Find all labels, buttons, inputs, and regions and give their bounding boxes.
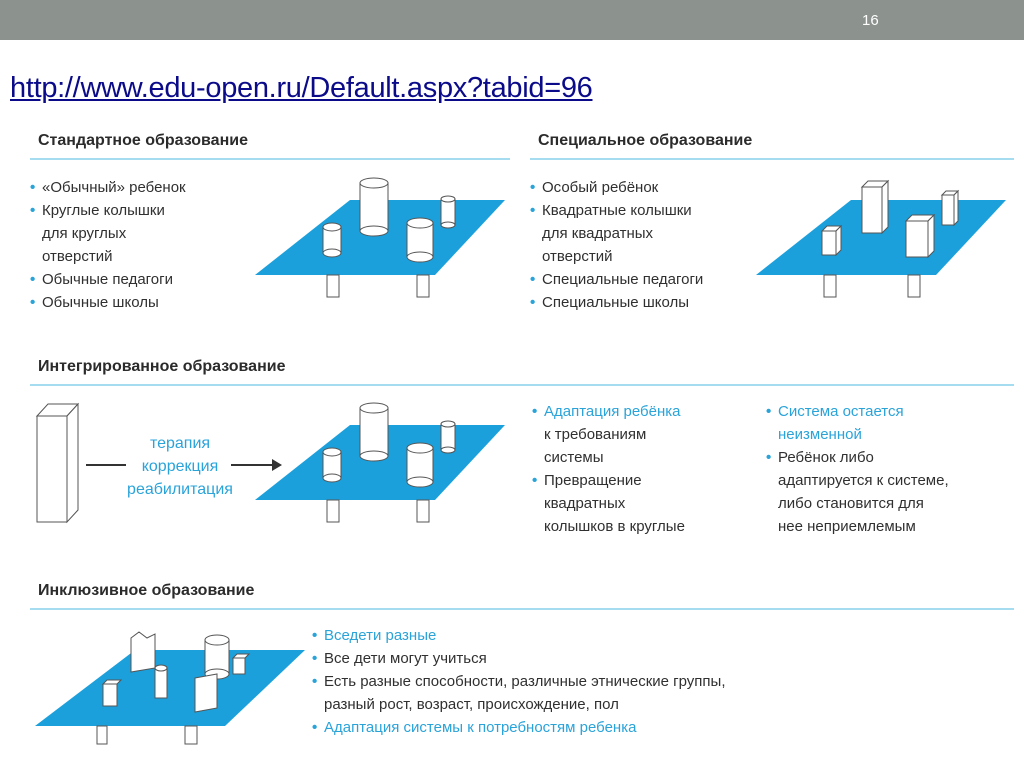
- standard-divider: [30, 158, 510, 160]
- inclusive-list: [312, 624, 832, 739]
- list-item: • Круглые колышки: [30, 199, 240, 222]
- list-item: • Адаптация системы к потребностям ребенка: [312, 716, 832, 739]
- list-item: для квадратных: [542, 225, 654, 242]
- list-item: системы: [544, 449, 604, 466]
- integrated-title: Интегрированное образование: [38, 358, 286, 375]
- inclusive-title: Инклюзивное образование: [38, 582, 255, 599]
- list-item: • Вседети разные: [312, 624, 832, 647]
- list-item: для круглых: [42, 225, 127, 242]
- inclusive-divider: [30, 608, 1014, 610]
- list-item: квадратных: [544, 495, 626, 512]
- list-item: разный рост, возраст, происхождение, пол: [324, 696, 619, 713]
- list-item: отверстий: [542, 248, 613, 265]
- standard-list: [30, 176, 240, 314]
- list-item: • Система остается: [766, 400, 1016, 423]
- page-number: 16: [862, 12, 879, 29]
- standard-title: Стандартное образование: [38, 132, 248, 149]
- source-link[interactable]: http://www.edu-open.ru/Default.aspx?tabid=96: [10, 72, 593, 104]
- list-item: • Специальные школы: [530, 291, 760, 314]
- list-item: • Квадратные колышки: [530, 199, 760, 222]
- list-item: неизменной: [778, 426, 862, 443]
- list-item: нее неприемлемым: [778, 518, 916, 535]
- slide-top-bar: [0, 0, 1024, 40]
- list-item: • Обычные педагоги: [30, 268, 240, 291]
- list-item: либо становится для: [778, 495, 924, 512]
- list-item: • Специальные педагоги: [530, 268, 760, 291]
- list-item: к требованиям: [544, 426, 647, 443]
- list-item: отверстий: [42, 248, 113, 265]
- integrated-divider: [30, 384, 1014, 386]
- mixed-pegs-diagram: [35, 628, 310, 753]
- integrated-list-left: [532, 400, 747, 538]
- list-item: • Особый ребёнок: [530, 176, 760, 199]
- list-item: • Обычные школы: [30, 291, 240, 314]
- list-item: • Адаптация ребёнка: [532, 400, 747, 423]
- list-item: колышков в круглые: [544, 518, 685, 535]
- process-item-therapy: терапия: [149, 435, 211, 452]
- list-item: • Есть разные способности, различные этнические группы,: [312, 670, 832, 693]
- tall-block-icon: [32, 398, 82, 526]
- list-item: • «Обычный» ребенок: [30, 176, 240, 199]
- square-pegs-diagram: [756, 175, 1016, 300]
- special-list: [530, 176, 760, 314]
- list-item: адаптируется к системе,: [778, 472, 949, 489]
- special-title: Специальное образование: [538, 132, 753, 149]
- list-item: • Все дети могут учиться: [312, 647, 832, 670]
- integrated-pegs-diagram: [255, 400, 515, 525]
- list-item: • Ребёнок либо: [766, 446, 1016, 469]
- process-item-correction: коррекция: [141, 458, 219, 475]
- special-divider: [530, 158, 1014, 160]
- process-item-rehabilitation: реабилитация: [127, 481, 233, 498]
- integrated-list-right: [766, 400, 1016, 538]
- list-item: • Превращение: [532, 469, 747, 492]
- round-pegs-diagram: [255, 175, 515, 300]
- arrow-right-icon: [86, 458, 282, 472]
